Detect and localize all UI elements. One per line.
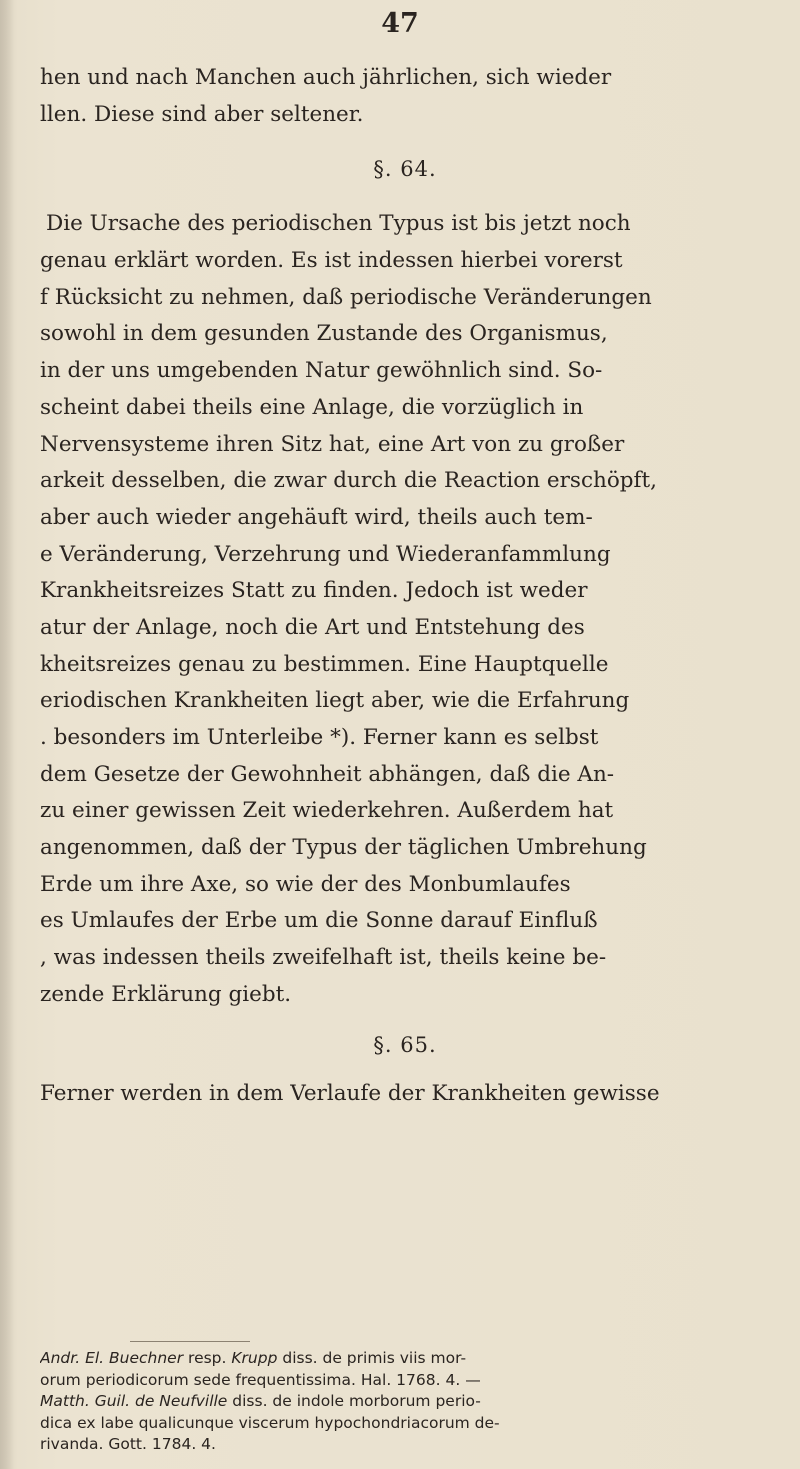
footnote-text: dica ex labe qualicunque viscerum hypochondriacorum de- bbox=[40, 1413, 500, 1432]
body-text bbox=[40, 60, 770, 1112]
text-line: zu einer gewissen Zeit wiederkehren. Außerdem hat bbox=[40, 798, 614, 824]
text-line: Erde um ihre Axe, so wie der des Monbumlaufes bbox=[40, 871, 571, 897]
text-line: hen und nach Manchen auch jährlichen, sich wieder bbox=[40, 65, 612, 90]
footnote-author: Andr. El. Buechner bbox=[40, 1349, 184, 1367]
footnote-author: Matth. Guil. de Neufville bbox=[40, 1392, 228, 1410]
footnote-line bbox=[40, 1413, 770, 1435]
footnote-line bbox=[40, 1391, 770, 1413]
text-line: angenommen, daß der Typus der täglichen Umbrehung bbox=[40, 835, 647, 861]
footnote-rule bbox=[130, 1341, 250, 1342]
text-line: zende Erklärung giebt. bbox=[40, 981, 292, 1007]
text-line: scheint dabei theils eine Anlage, die vorzüglich in bbox=[40, 394, 584, 420]
text-line: f Rücksicht zu nehmen, daß periodische Veränderungen bbox=[40, 284, 652, 310]
gutter-shadow bbox=[0, 0, 14, 1469]
text-line: atur der Anlage, noch die Art und Entstehung des bbox=[40, 614, 585, 640]
text-line: es Umlaufes der Erbe um die Sonne darauf Einfluß bbox=[40, 908, 598, 934]
footnote-text: diss. de primis viis mor- bbox=[277, 1349, 467, 1367]
text-line: Krankheitsreizes Statt zu finden. Jedoch ist weder bbox=[40, 578, 588, 604]
text-line: e Veränderung, Verzehrung und Wiederanfammlung bbox=[40, 541, 611, 567]
footnote-text: diss. de indole morborum perio- bbox=[227, 1392, 481, 1410]
page-number: 47 bbox=[381, 8, 419, 39]
footnote-text: resp. bbox=[183, 1349, 232, 1367]
text-line: arkeit desselben, die zwar durch die Reaction erschöpft, bbox=[40, 468, 657, 494]
footnote-line bbox=[40, 1370, 770, 1392]
text-line: aber auch wieder angehäuft wird, theils auch tem- bbox=[40, 504, 593, 530]
text-line: sowohl in dem gesunden Zustande des Organismus, bbox=[40, 321, 608, 347]
footnote-line bbox=[40, 1434, 770, 1456]
text-line: Nervensysteme ihren Sitz hat, eine Art von zu großer bbox=[40, 431, 625, 457]
text-line: Die Ursache des periodischen Typus ist bis jetzt noch bbox=[46, 211, 631, 237]
footnote-line bbox=[40, 1348, 770, 1370]
footnote-text: rivanda. Gott. 1784. 4. bbox=[40, 1435, 216, 1453]
text-line: kheitsreizes genau zu bestimmen. Eine Hauptquelle bbox=[40, 651, 609, 677]
footnote-text: orum periodicorum sede frequentissima. Hal. 1768. 4. — bbox=[40, 1370, 481, 1389]
text-line: genau erklärt worden. Es ist indessen hierbei vorerst bbox=[40, 248, 623, 274]
text-line: Ferner werden in dem Verlaufe der Krankheiten gewisse bbox=[40, 1080, 660, 1106]
text-line: eriodischen Krankheiten liegt aber, wie die Erfahrung bbox=[40, 688, 630, 714]
section-heading-64: §. 64. bbox=[373, 157, 437, 182]
text-line: dem Gesetze der Gewohnheit abhängen, daß die An- bbox=[40, 761, 615, 787]
text-line: llen. Diese sind aber seltener. bbox=[40, 101, 364, 127]
text-line: , was indessen theils zweifelhaft ist, theils keine be- bbox=[40, 945, 607, 971]
footnote-author: Krupp bbox=[231, 1349, 278, 1367]
text-line: . besonders im Unterleibe *). Ferner kann es selbst bbox=[40, 725, 599, 750]
text-line: in der uns umgebenden Natur gewöhnlich sind. So- bbox=[40, 358, 603, 384]
footnote bbox=[40, 1348, 770, 1456]
section-heading-65: §. 65. bbox=[373, 1032, 437, 1057]
